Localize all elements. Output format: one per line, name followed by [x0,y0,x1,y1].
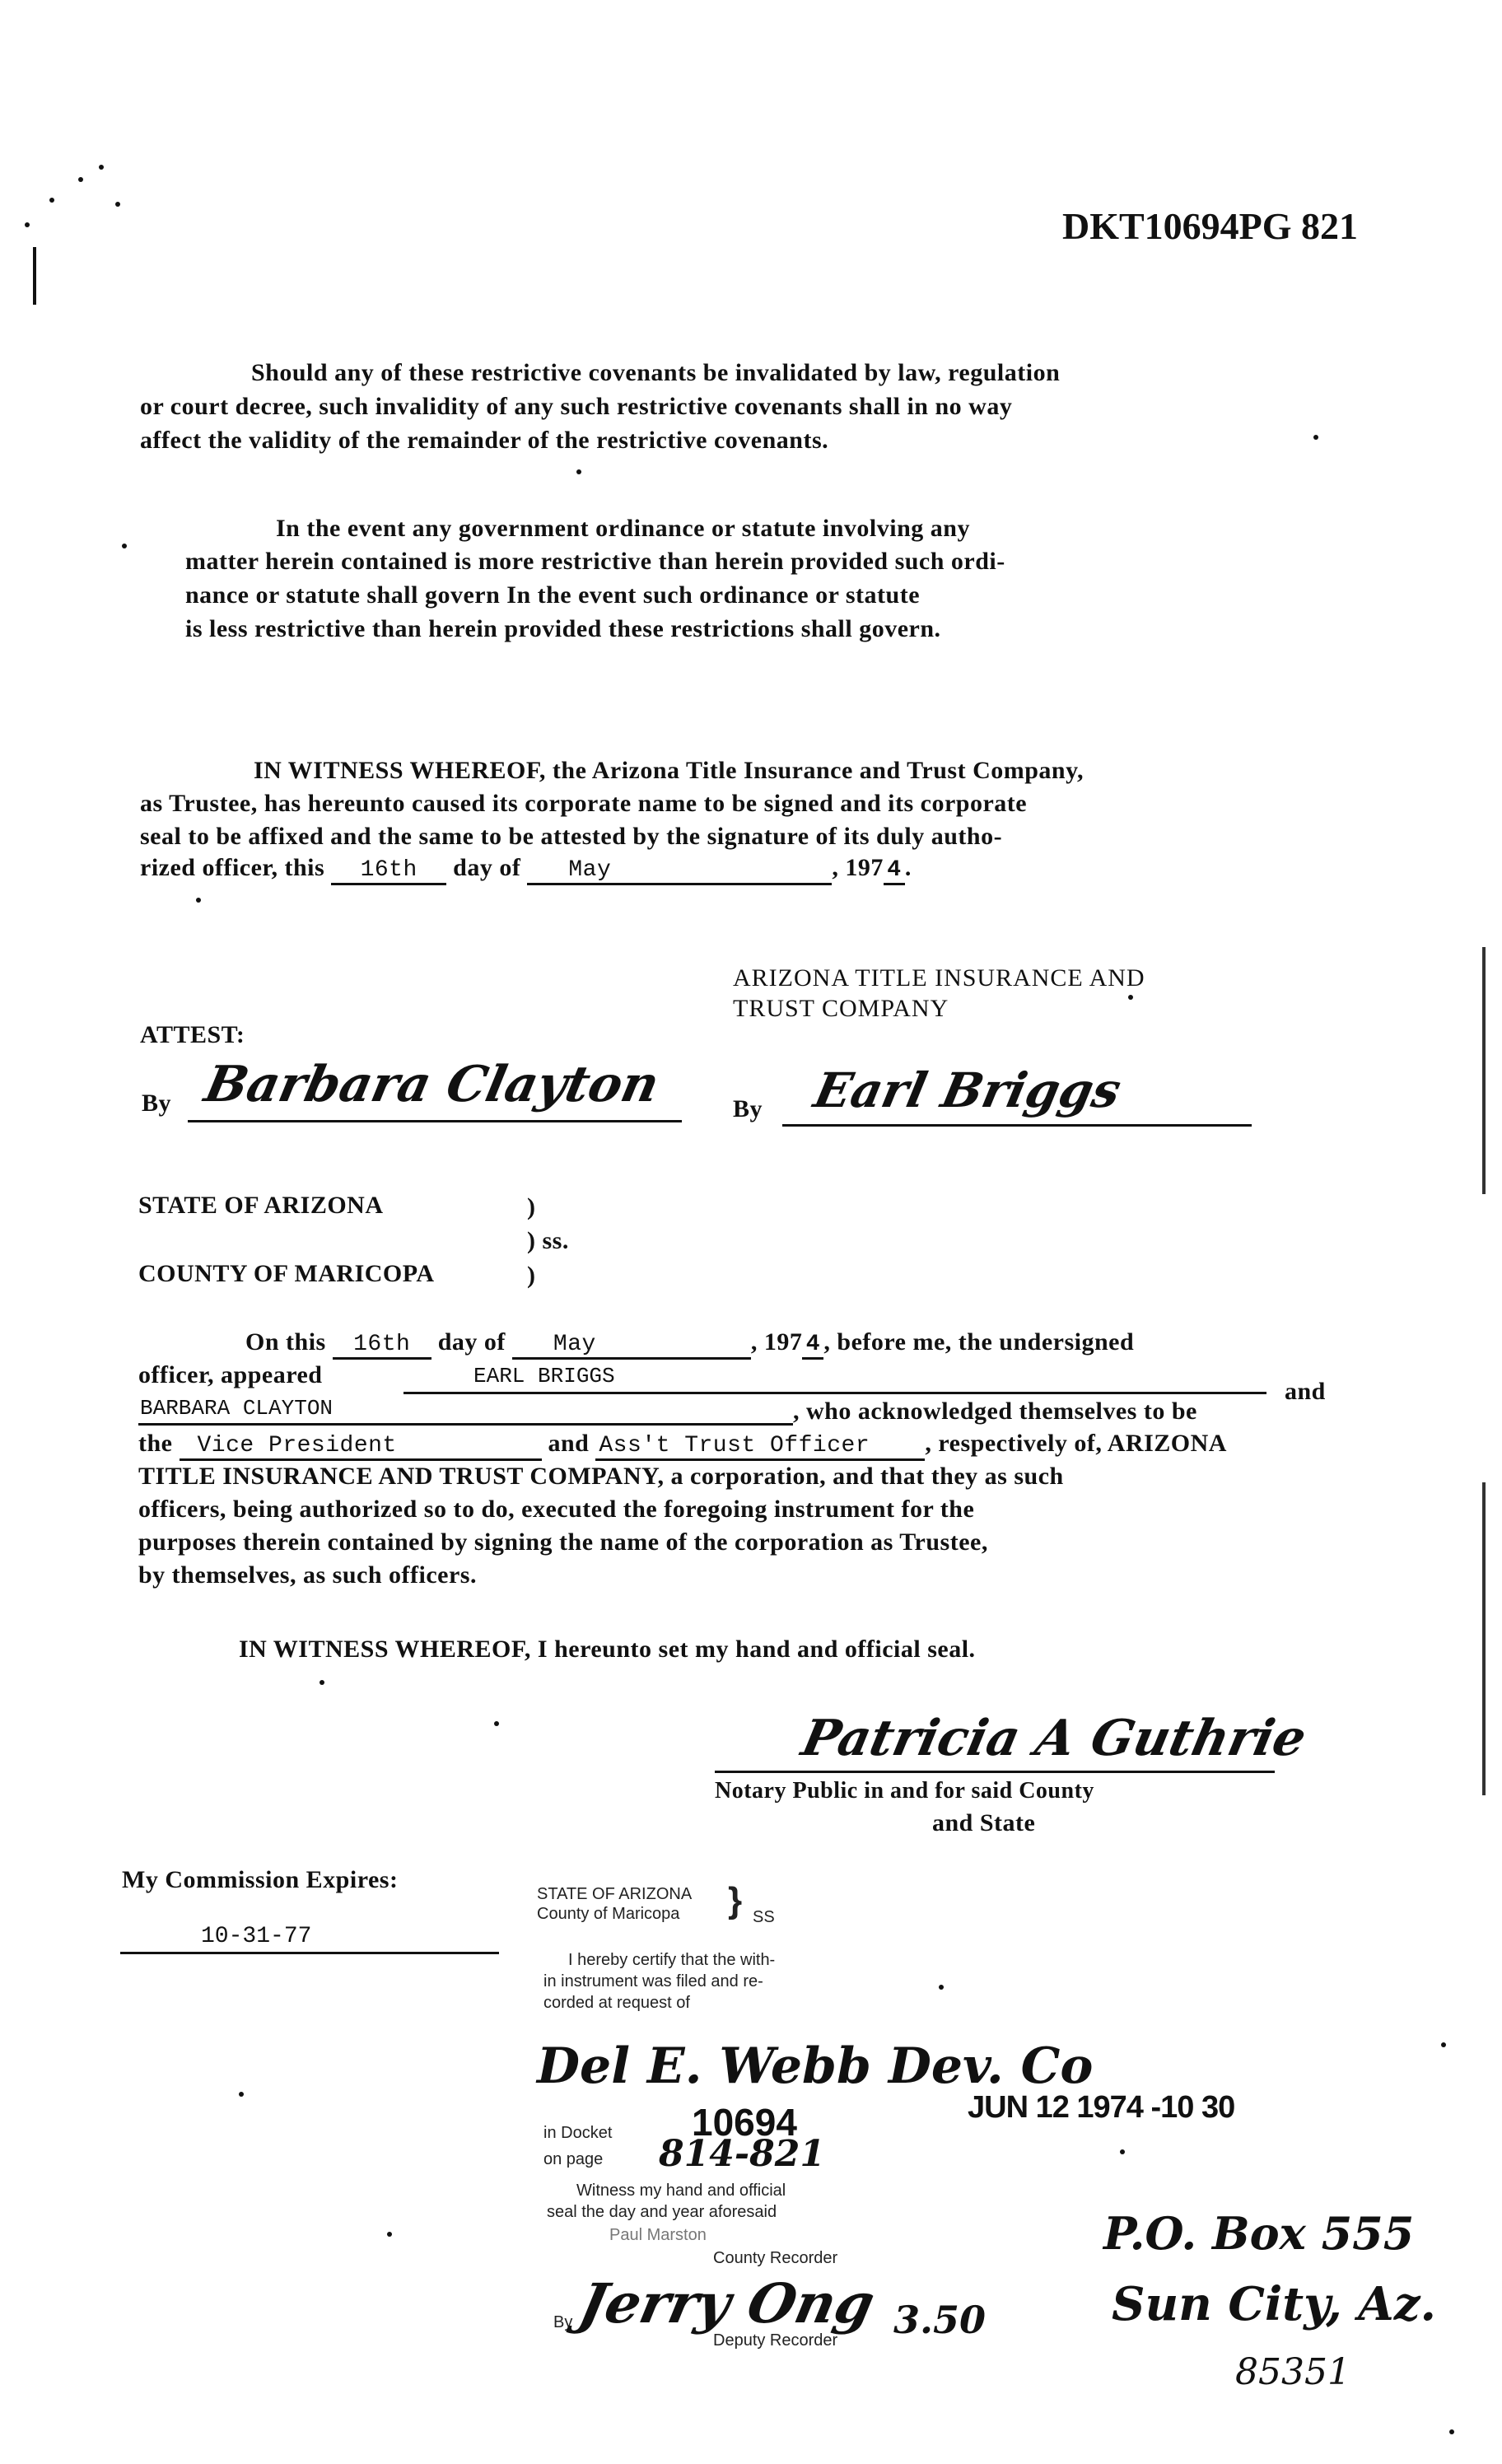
para2-line3: nance or statute shall govern In the event such ordinance or statute [185,581,921,609]
para3-line2: as Trustee, has hereunto caused its corporate name to be signed and its corporate [140,790,1028,817]
para1-line3: affect the validity of the remainder of the restrictive covenants. [140,427,829,454]
by-right-label: By [733,1095,763,1122]
ack-line3-text: , who acknowledged themselves to be [793,1398,1197,1425]
notary-signature: Patricia A Guthrie [796,1710,1312,1767]
para3-text-c: , 197 [832,854,884,881]
stamp-date-time: JUN 12 1974 -10 30 [968,2090,1235,2125]
ack-title1: Vice President [180,1434,542,1461]
scan-speck [1128,995,1133,1000]
ack-and: and [1285,1378,1326,1405]
stamp-cert-line1: I hereby certify that the with- [568,1951,776,1969]
ack-line4 [138,1427,1227,1461]
notary-witness-clause: IN WITNESS WHEREOF, I hereunto set my hand and official seal. [239,1636,976,1663]
para2-line2: matter herein contained is more restrictive than herein provided such ordi- [185,548,1005,575]
recording-fee: 3.50 [893,2298,987,2342]
return-address-line2: Sun City, Az. [1112,2277,1436,2331]
para3-text-d: . [904,854,912,881]
venue-paren-1: ) [527,1193,536,1220]
ack-name2-line [138,1423,793,1426]
scan-speck [78,177,83,182]
ack-line7: purposes therein contained by signing the name of the corporation as Trustee, [138,1528,988,1556]
scan-speck [1120,2149,1125,2154]
scan-speck [196,898,201,903]
stamp-ss: SS [753,1908,775,1926]
ack-text-c: , 197 [750,1328,803,1356]
scan-speck [122,544,127,548]
ack-line5: TITLE INSURANCE AND TRUST COMPANY, a corporation, and that they as such [138,1463,1064,1490]
ack-name1: EARL BRIGGS [473,1364,615,1388]
ack-text-a: On this [245,1328,326,1356]
scan-speck [99,165,104,170]
stamp-page-range: 814-821 [659,2133,825,2175]
witness-day-field: 16th [331,858,446,885]
para1-line2: or court decree, such invalidity of any such restrictive covenants shall in no way [140,393,1013,420]
stamp-by-label: By [553,2313,573,2331]
ack-name2: BARBARA CLAYTON [140,1396,334,1421]
right-signature-line [782,1124,1252,1127]
scan-speck [576,469,581,474]
docket-page-number: DKT10694PG 821 [1062,205,1359,247]
margin-mark [33,247,36,305]
para3-line1: IN WITNESS WHEREOF, the Arizona Title Insurance and Trust Company, [254,757,1084,784]
scan-speck [320,1680,324,1685]
notary-title-line1: Notary Public in and for said County [715,1778,1094,1804]
venue-paren-ss: ) ss. [527,1227,569,1254]
ack-line4-tail: , respectively of, ARIZONA [925,1430,1227,1457]
attest-label: ATTEST: [140,1021,245,1048]
stamp-recorder-title: County Recorder [713,2249,838,2267]
venue-paren-3: ) [527,1262,536,1289]
scan-speck [1441,2042,1446,2047]
stamp-witness-line1: Witness my hand and official [576,2182,786,2200]
stamp-recorder-name: Paul Marston [609,2226,707,2244]
ack-year-field: 4 [802,1332,823,1360]
ack-and2: and [548,1430,590,1457]
scan-speck [494,1721,499,1726]
deputy-signature: Jerry Ong [573,2271,881,2336]
ack-text-b: day of [437,1328,506,1356]
stamp-requester: Del E. Webb Dev. Co [537,2037,1094,2095]
witness-month-field: May [527,858,832,885]
ack-title2: Ass't Trust Officer [595,1434,925,1461]
stamp-witness-line2: seal the day and year aforesaid [547,2203,777,2221]
notary-title-line2: and State [932,1809,1036,1836]
stamp-page-label: on page [543,2150,604,2168]
stamp-deputy-label: Deputy Recorder [713,2331,838,2350]
company-name-line1: ARIZONA TITLE INSURANCE AND [733,964,1145,992]
ack-text-d: , before me, the undersigned [823,1328,1135,1356]
scan-speck [115,202,120,207]
ack-the: the [138,1430,173,1457]
venue-state: STATE OF ARIZONA [138,1192,384,1219]
para3-line4 [140,852,912,885]
commission-label: My Commission Expires: [122,1866,399,1893]
scan-speck [49,198,54,203]
stamp-docket-label: in Docket [543,2124,613,2142]
ack-name1-line [403,1392,1266,1394]
scan-speck [239,2092,244,2097]
stamp-county: County of Maricopa [537,1905,680,1923]
return-address-line1: P.O. Box 555 [1103,2207,1415,2260]
witness-year-field: 4 [884,858,905,885]
para3-text-b: day of [453,854,521,881]
venue-county: COUNTY OF MARICOPA [138,1260,435,1287]
officer-signature: Earl Briggs [809,1062,1126,1118]
ack-line8: by themselves, as such officers. [138,1561,477,1589]
notary-signature-line [715,1771,1275,1773]
scan-speck [1449,2429,1454,2434]
right-edge-mark [1482,947,1486,1194]
stamp-docket-number: 10694 [692,2101,797,2144]
return-address-zip: 85351 [1235,2351,1350,2393]
para2-line1: In the event any government ordinance or statute involving any [276,515,970,542]
para2-line4: is less restrictive than herein provided these restrictions shall govern. [185,615,941,642]
scan-speck [1313,435,1318,440]
para1-line1: Should any of these restrictive covenants be invalidated by law, regulation [251,359,1061,386]
commission-line [120,1952,499,1954]
commission-date: 10-31-77 [201,1924,312,1949]
scan-speck [387,2232,392,2237]
scan-speck [939,1985,944,1990]
para3-text-a: rized officer, this [140,854,325,881]
stamp-cert-line2: in instrument was filed and re- [543,1972,763,1990]
ack-line6: officers, being authorized so to do, executed the foregoing instrument for the [138,1496,975,1523]
ack-day-field: 16th [333,1332,431,1360]
para3-line3: seal to be affixed and the same to be attested by the signature of its duly autho- [140,823,1003,850]
ack-month-field: May [512,1332,751,1360]
stamp-state: STATE OF ARIZONA [537,1885,693,1903]
ack-line1 [245,1326,1134,1360]
scan-speck [25,222,30,227]
stamp-brace: } [728,1880,743,1920]
attest-signature: Barbara Clayton [199,1056,665,1113]
stamp-cert-line3: corded at request of [543,1994,690,2012]
by-left-label: By [142,1090,172,1117]
right-edge-mark [1482,1482,1486,1795]
ack-line2-label: officer, appeared [138,1361,323,1388]
company-name-line2: TRUST COMPANY [733,995,949,1022]
left-signature-line [188,1120,682,1122]
